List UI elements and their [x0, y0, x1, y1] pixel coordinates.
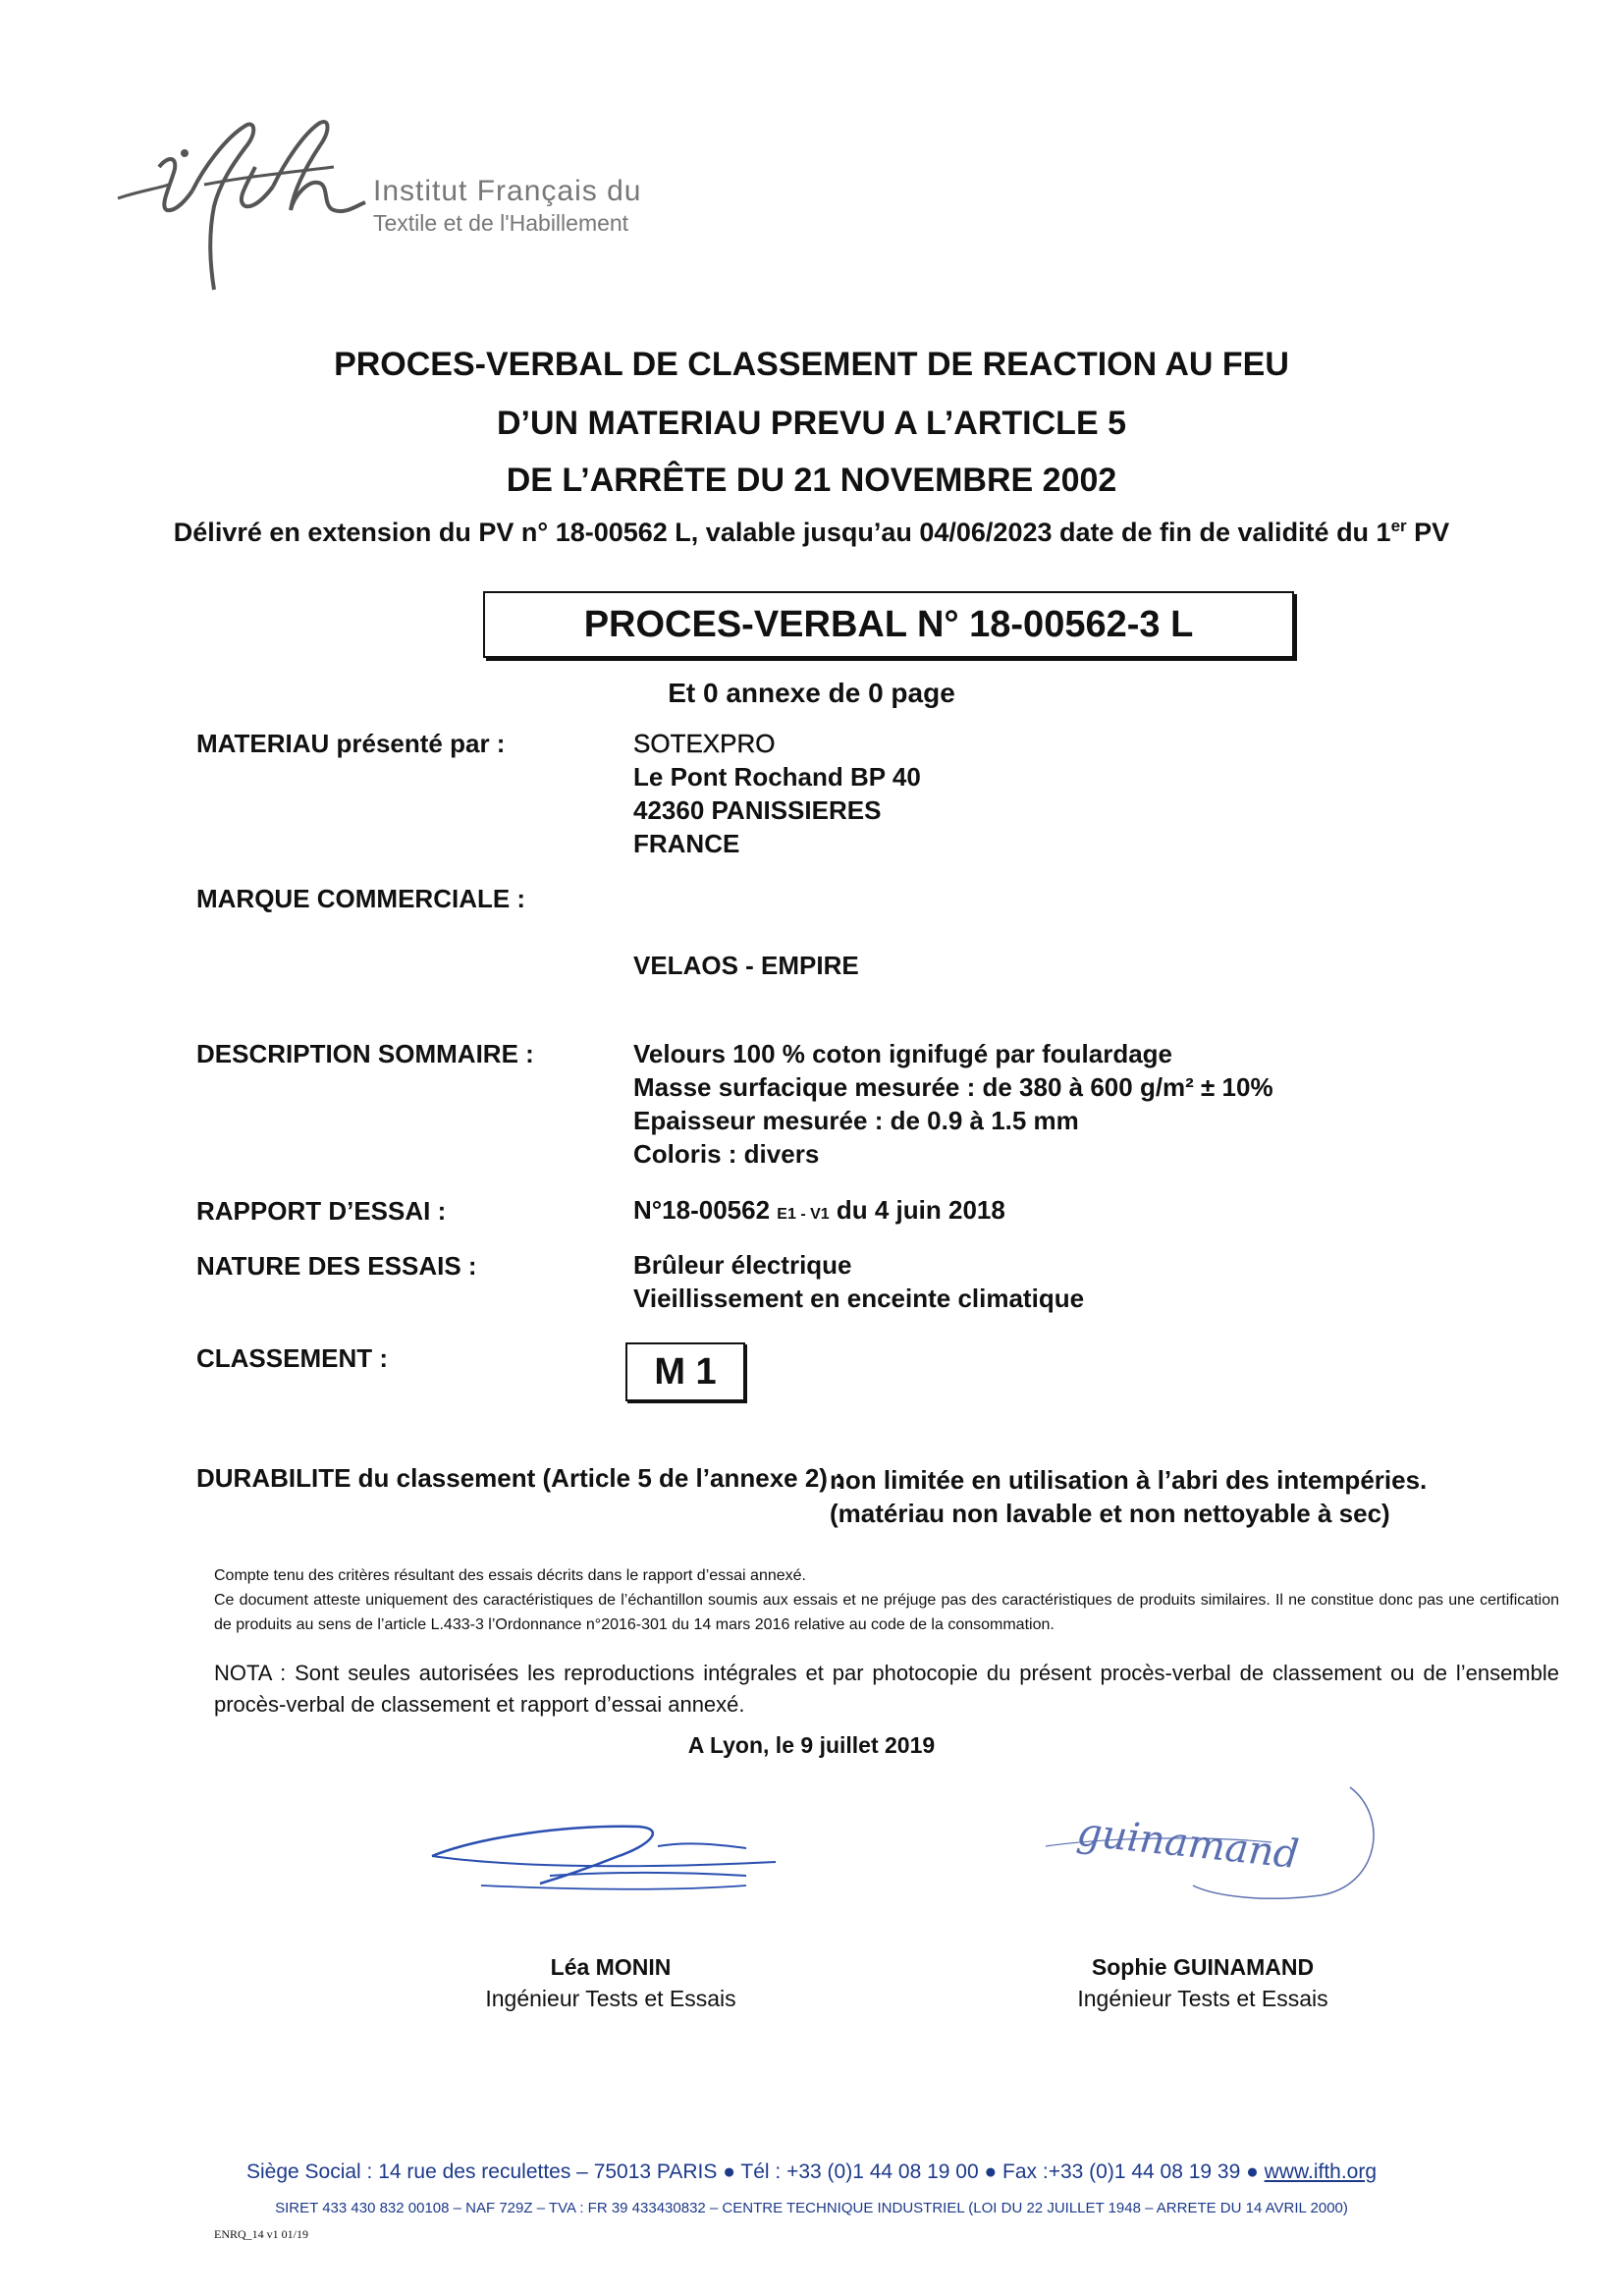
footer-fax: Fax :+33 (0)1 44 08 19 39 [1002, 2160, 1241, 2183]
nature-line: Vieillissement en enceinte climatique [633, 1284, 1085, 1313]
annexe-note: Et 0 annexe de 0 page [668, 678, 955, 708]
nature-label: NATURE DES ESSAIS : [196, 1251, 477, 1281]
title-line2: D’UN MATERIAU PREVU A L’ARTICLE 5 [497, 405, 1126, 442]
signature-guinamand [1036, 1777, 1389, 1915]
description-line: Masse surfacique mesurée : de 380 à 600 g/m² ± 10% [633, 1072, 1273, 1102]
address-line: 42360 PANISSIERES [633, 795, 882, 825]
nature-line: Brûleur électrique [633, 1250, 852, 1280]
validity-subtitle: Délivré en extension du PV n° 18-00562 L, valable jusqu’au 04/06/2023 date de fin de validité du 1er PV [173, 517, 1450, 547]
bullet-icon: ● [1246, 2160, 1259, 2183]
description-value [633, 1037, 1273, 1171]
rapport-value: N°18-00562 E1 - V1 du 4 juin 2018 [633, 1195, 1005, 1225]
signatory1-role: Ingénieur Tests et Essais [485, 1986, 736, 2011]
durabilite-line: non limitée en utilisation à l’abri des intempéries. [830, 1465, 1428, 1495]
classement-label: CLASSEMENT : [196, 1343, 388, 1373]
description-line: Epaisseur mesurée : de 0.9 à 1.5 mm [633, 1106, 1079, 1135]
logo-line1: Institut Français du [373, 175, 642, 207]
marque-label: MARQUE COMMERCIALE : [196, 884, 526, 913]
bullet-icon: ● [984, 2160, 998, 2183]
signature-monin [422, 1787, 795, 1905]
materiau-label: MATERIAU présenté par : [196, 729, 506, 758]
description-line: Velours 100 % coton ignifugé par foulardage [633, 1039, 1172, 1068]
durabilite-label: DURABILITE du classement (Article 5 de l’annexe 2) : [196, 1463, 843, 1493]
rapport-label: RAPPORT D’ESSAI : [196, 1196, 447, 1226]
svg-text:guinamand: guinamand [1074, 1809, 1302, 1879]
footer-tel: Tél : +33 (0)1 44 08 19 00 [740, 2160, 979, 2183]
durabilite-line: (matériau non lavable et non nettoyable à sec) [830, 1499, 1390, 1528]
title-line1: PROCES-VERBAL DE CLASSEMENT DE REACTION AU FEU [334, 346, 1289, 383]
address-line: FRANCE [633, 829, 740, 858]
marque-value: VELAOS - EMPIRE [633, 951, 859, 980]
description-label: DESCRIPTION SOMMAIRE : [196, 1039, 534, 1068]
address-line: SOTEXPRO [633, 729, 776, 758]
footer-siret: SIRET 433 430 832 00108 – NAF 729Z – TVA : FR 39 433430832 – CENTRE TECHNIQUE INDUSTRIEL (LOI DU 22 JUILLET 1948 – ARRETE DU 14 AVRIL 2000) [275, 2200, 1348, 2216]
place-date: A Lyon, le 9 juillet 2019 [687, 1732, 936, 1758]
criteria-note: Compte tenu des critères résultant des essais décrits dans le rapport d’essai annexé. [214, 1567, 806, 1584]
bullet-icon: ● [723, 2160, 735, 2183]
classement-box [625, 1342, 745, 1401]
description-line: Coloris : divers [633, 1139, 820, 1169]
classement-value: M 1 [654, 1350, 717, 1393]
materiau-address [633, 727, 921, 860]
pv-number-box [483, 591, 1294, 658]
address-line: Le Pont Rochand BP 40 [633, 762, 921, 792]
signatory2-name: Sophie GUINAMAND [1091, 1954, 1315, 1980]
signatory2-role: Ingénieur Tests et Essais [1077, 1986, 1328, 2011]
durabilite-value [830, 1463, 1427, 1530]
footer-website-link[interactable]: www.ifth.org [1264, 2160, 1378, 2183]
nota-note: NOTA : Sont seules autorisées les reproductions intégrales et par photocopie du présent procès-verbal de classement ou de l’ensemble procès-verbal de classement et rapport d’essai annexé. [214, 1661, 1559, 1717]
footer-siege: Siège Social : 14 rue des reculettes – 75013 PARIS [245, 2160, 718, 2183]
signatory1-name: Léa MONIN [550, 1954, 672, 1980]
document-reference: ENRQ_14 v1 01/19 [214, 2227, 308, 2241]
title-line3: DE L’ARRÊTE DU 21 NOVEMBRE 2002 [506, 462, 1117, 499]
attestation-note: Ce document atteste uniquement des caractéristiques de l’échantillon soumis aux essais et ne préjuge pas des caractéristiques de produits similaires. Il ne constitue donc pas une certification de produits au sens de l’article L.433-3 l’Ordonnance n°2016-301 du 14 mars 2016 relative au code de la consommation. [214, 1592, 1559, 1633]
pv-number: PROCES-VERBAL N° 18-00562-3 L [583, 603, 1194, 645]
ifth-logo-script [98, 108, 373, 295]
footer-contact [0, 2160, 1623, 2184]
nature-value [633, 1248, 1084, 1315]
logo-line2: Textile et de l'Habillement [373, 210, 629, 236]
